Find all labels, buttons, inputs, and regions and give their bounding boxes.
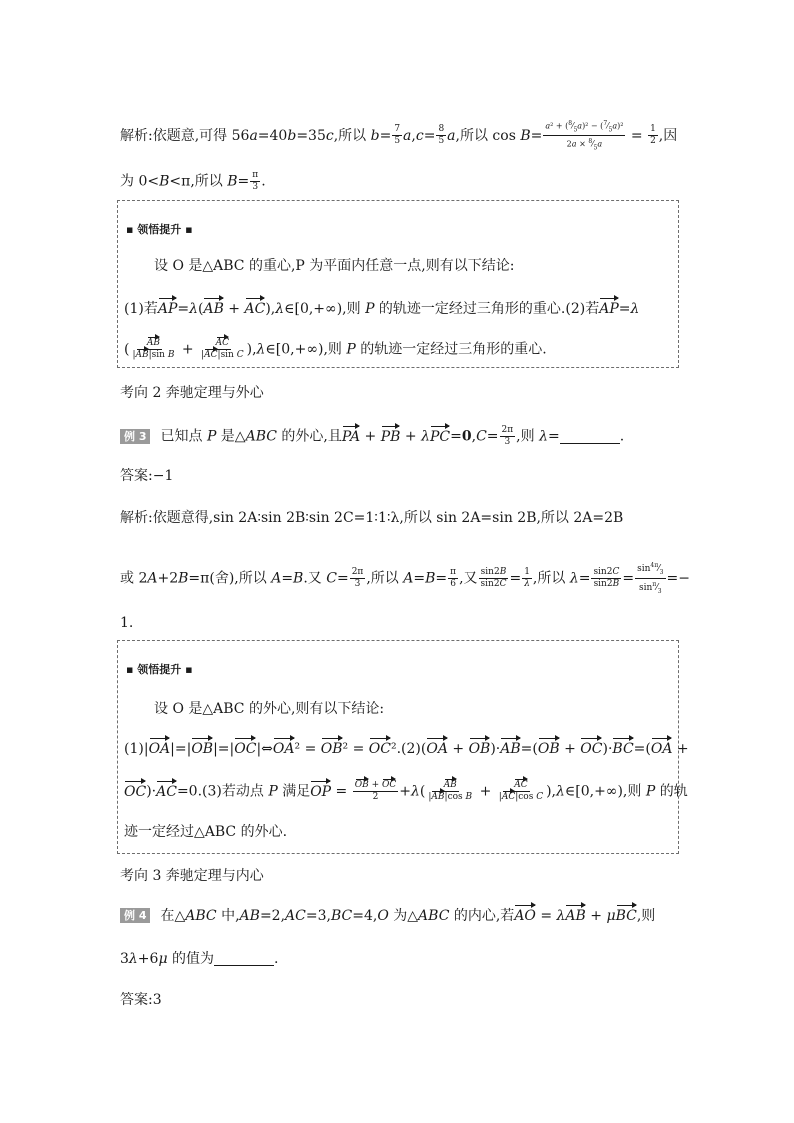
example-3-answer: 答案:−1 bbox=[120, 468, 174, 484]
example-3-badge: 例 3 bbox=[120, 429, 150, 444]
insight-2-line-3: 迹一定经过△ABC 的外心. bbox=[124, 824, 288, 840]
insight-1-intro: 设 O 是△ABC 的重心,P 为平面内任意一点,则有以下结论: bbox=[154, 258, 515, 274]
insight-2-title: ▪ 领悟提升 ▪ bbox=[126, 663, 193, 676]
insight-box-1 bbox=[117, 200, 679, 368]
example-4-question-line-1: 例 4 在△ABC 中,AB=2,AC=3,BC=4,O 为△ABC 的内心,若AO = λAB + μBC,则 bbox=[120, 906, 655, 926]
insight-2-intro: 设 O 是△ABC 的外心,则有以下结论: bbox=[154, 701, 385, 717]
section-3-heading: 考向 3 奔驰定理与内心 bbox=[120, 868, 264, 884]
insight-2-line-1: (1)|OA|=|OB|=|OC|⇔OA² = OB² = OC².(2)(OA + OB)·AB=(OB + OC)·BC=(OA + bbox=[124, 741, 689, 757]
insight-1-line-2: ( $\frac{AB}{\text{|AB|sin B}}$ + $\frac{AC}{\text{|AC|sin C}}$ ),λ∈[0,+∞),则 P 的轨迹一定经过三角形的重心. bbox=[124, 338, 547, 360]
example-3-analysis-line-3: 1. bbox=[120, 615, 134, 631]
insight-1-title: ▪ 领悟提升 ▪ bbox=[126, 223, 193, 236]
section-2-heading: 考向 2 奔驰定理与外心 bbox=[120, 385, 264, 401]
example-4-badge: 例 4 bbox=[120, 908, 150, 923]
example-3-question: 例 3 已知点 P 是△ABC 的外心,且PA + PB + λPC=0,C= $\frac{2\pi}{3}$ ,则 λ= . bbox=[120, 425, 624, 448]
example-4-question-line-2: 3λ+6μ 的值为 . bbox=[120, 951, 279, 967]
example-3-analysis-line-2: 或 2A+2B=π(舍),所以 A=B.又 C= $\frac{2\pi}{3}$ ,所以 A=B= $\frac{\pi}{6}$ ,又 $\frac{\sin 2B}{\sin 2C}$ = $\frac{1}{\lambda}$ ,所以 λ= $\frac{\sin 2C}{\sin 2B}$ = $\frac{\sin^{4\pi}⁄_3}{\sin^\pi⁄_3}$ =− bbox=[120, 562, 690, 595]
insight-2-line-2: OC)·AC=0.(3)若动点 P 满足OP = $\frac{OB + OC}{2}$ +λ( $\frac{AB}{\text{|AB|cos B}}$ + $\frac{AC}{\text{|AC|cos C}}$ ),λ∈[0,+∞),则 P 的轨 bbox=[124, 780, 688, 802]
analysis-1-line-2: 为 0<B<π,所以 B= $\frac{\pi}{3}$ . bbox=[120, 170, 266, 192]
example-3-analysis-line-1: 解析:依题意得,sin 2A∶sin 2B∶sin 2C=1∶1∶λ,所以 sin 2A=sin 2B,所以 2A=2B bbox=[120, 510, 624, 526]
analysis-1-line-1: 解析:依题意,可得 56a=40b=35c,所以 b= $\frac{7}{5}$ a,c= $\frac{8}{5}$ a,所以 cos B= $\frac{a^2 + (^8⁄_5a)^2 - (^7⁄_5a)^2}{2a \times ^8⁄_5a}$ = $\frac{1}{2}$ ,因 bbox=[120, 120, 678, 152]
example-4-answer: 答案:3 bbox=[120, 992, 162, 1008]
insight-1-line-1: (1)若AP=λ(AB + AC),λ∈[0,+∞),则 P 的轨迹一定经过三角形的重心.(2)若AP=λ bbox=[124, 301, 640, 317]
insight-box-2 bbox=[117, 640, 689, 854]
